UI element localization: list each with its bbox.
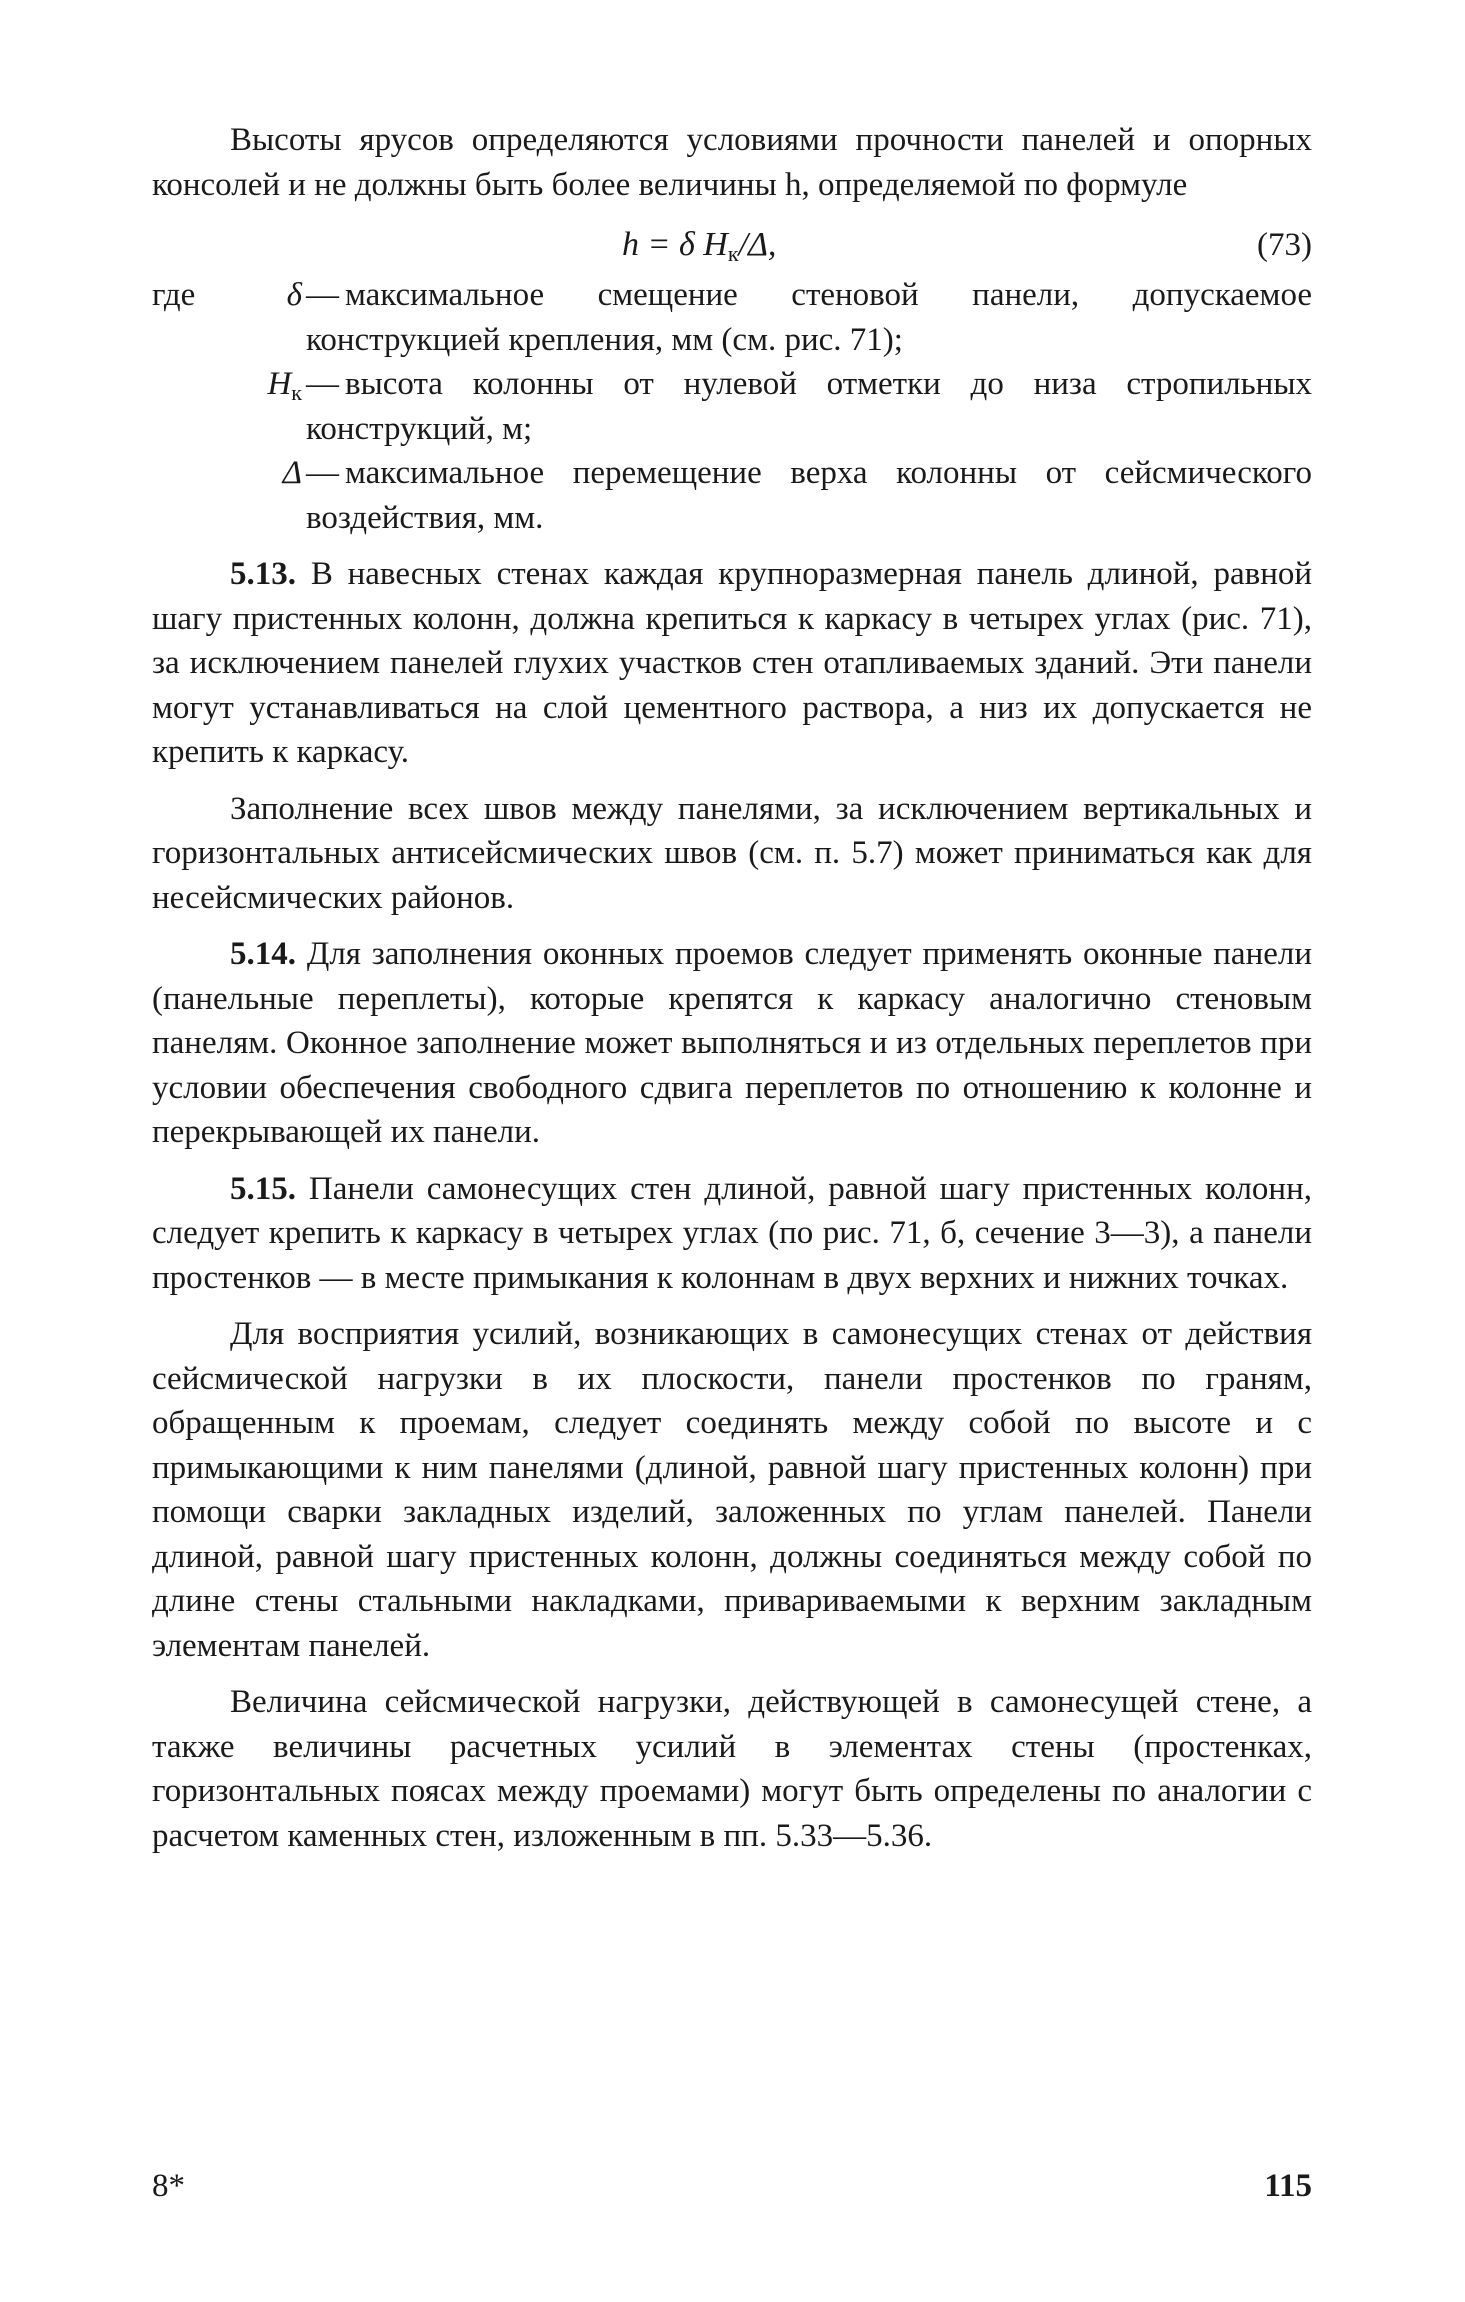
definition-text: максимальное перемещение верха колонны от сейсмического воздействия, мм. bbox=[306, 455, 1312, 536]
section-paragraph bbox=[152, 787, 1312, 921]
formula-row bbox=[152, 217, 1312, 273]
symbol-subscript: к bbox=[291, 380, 302, 405]
page-number: 115 bbox=[1264, 2168, 1312, 2204]
section-paragraph bbox=[152, 1312, 1312, 1668]
definition-text: высота колонны от нулевой отметки до низа стропильных конструкций, м; bbox=[306, 366, 1312, 447]
definitions-list bbox=[152, 273, 1312, 540]
definition-item bbox=[152, 273, 1312, 362]
definition-dash: — bbox=[306, 277, 339, 313]
definition-body bbox=[306, 451, 1312, 540]
signature-mark: 8* bbox=[152, 2168, 185, 2204]
section-text: Для восприятия усилий, возникающих в самонесущих стенах от действия сейсмической нагрузки в их плоскости, панели простенков по граням, обращенным к проемам, следует соединять между собой по высоте и с примыкающими к ним панелями (длиной, равной шагу пристенных колонн) при помощи сварки закладных изделий, заложенных по углам панелей. Панели длиной, равной шагу пристенных колонн, должны соединяться между собой по длине стены стальными накладками, привариваемыми к верхним закладным элементам панелей. bbox=[152, 1316, 1312, 1664]
section-text: Панели самонесущих стен длиной, равной шагу пристенных колонн, следует крепить к каркасу в четырех углах (по рис. 71, б, сечение 3—3), а панели простенков — в месте примыкания к колоннам в двух верхних и нижних точках. bbox=[152, 1170, 1312, 1296]
definition-dash: — bbox=[306, 366, 339, 402]
section-paragraph bbox=[152, 1167, 1312, 1301]
section-number: 5.13. bbox=[230, 556, 296, 592]
definition-symbol bbox=[244, 362, 306, 416]
page-footer bbox=[152, 2168, 1312, 2205]
section-text: Величина сейсмической нагрузки, действующей в самонесущей стене, а также величины расчетных усилий в элементах стены (простенках, горизонтальных поясах между проемами) могут быть определены по аналогии с расчетом каменных стен, изложенным в пп. 5.33—5.36. bbox=[152, 1684, 1312, 1854]
section-paragraph bbox=[152, 1680, 1312, 1858]
definition-text: максимальное смещение стеновой панели, допускаемое конструкцией крепления, мм (см. рис. 71); bbox=[306, 277, 1312, 358]
formula-rhs-sub: к bbox=[727, 241, 739, 266]
section-paragraph bbox=[152, 932, 1312, 1155]
symbol-text: H bbox=[267, 366, 292, 402]
intro-paragraph: Высоты ярусов определяются условиями прочности панелей и опорных консолей и не должны быть более величины h, определяемой по формуле bbox=[152, 122, 1312, 203]
section-paragraph bbox=[152, 552, 1312, 775]
section-number: 5.14. bbox=[230, 936, 296, 972]
equation-number: (73) bbox=[1257, 227, 1312, 263]
section-text: Для заполнения оконных проемов следует применять оконные панели (панельные переплеты), которые крепятся к каркасу аналогично стеновым панелям. Оконное заполнение может выполняться и из отдельных переплетов при условии обеспечения свободного сдвига переплетов по отношению к колонне и перекрывающей их панели. bbox=[152, 936, 1313, 1150]
definition-item bbox=[152, 451, 1312, 540]
definition-dash: — bbox=[306, 455, 339, 491]
definition-symbol bbox=[244, 273, 306, 318]
symbol-text: δ bbox=[286, 277, 302, 313]
page-body bbox=[152, 118, 1312, 1858]
definition-body bbox=[306, 273, 1312, 362]
definition-item bbox=[152, 362, 1312, 451]
definition-symbol bbox=[244, 451, 306, 496]
definition-lead: где bbox=[152, 277, 196, 313]
symbol-text: Δ bbox=[282, 455, 302, 491]
formula bbox=[622, 223, 776, 277]
section-text: В навесных стенах каждая крупноразмерная панель длиной, равной шагу пристенных колонн, должна крепиться к каркасу в четырех углах (рис. 71), за исключением панелей глухих участков стен отапливаемых зданий. Эти панели могут устанавливаться на слой цементного раствора, а низ их допускается не крепить к каркасу. bbox=[152, 556, 1313, 770]
formula-rhs-a: = δ H bbox=[639, 226, 728, 263]
definition-body bbox=[306, 362, 1312, 451]
section-text: Заполнение всех швов между панелями, за исключением вертикальных и горизонтальных антисейсмических швов (см. п. 5.7) может приниматься как для несейсмических районов. bbox=[152, 790, 1312, 916]
formula-lhs: h bbox=[622, 226, 639, 263]
formula-rhs-b: /Δ, bbox=[738, 226, 777, 263]
section-number: 5.15. bbox=[230, 1170, 296, 1207]
